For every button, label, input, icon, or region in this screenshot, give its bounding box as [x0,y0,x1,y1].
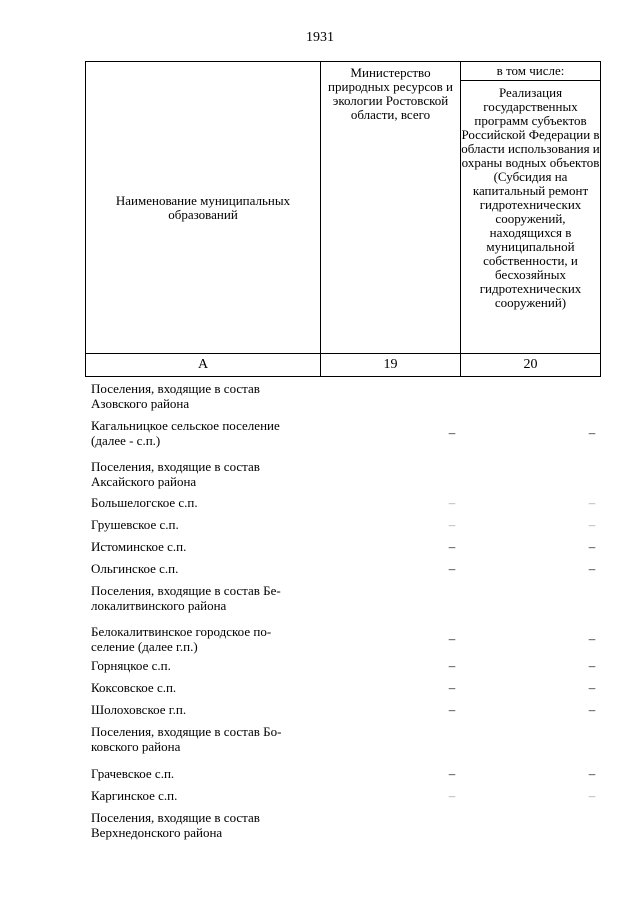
table-row [91,584,606,613]
value-col-19: – [448,517,456,532]
table-row [91,460,606,489]
table-row [91,496,606,511]
value-col-19: – [448,631,456,646]
row-name-line: Кагальницкое сельское поселение [91,418,280,433]
value-col-19: – [448,495,456,510]
value-col-19: – [448,561,456,576]
row-name-line: Большелогское с.п. [91,495,198,510]
table-row [91,725,606,754]
value-col-20: – [588,517,596,532]
value-col-20: – [588,539,596,554]
row-name-line: Каргинское с.п. [91,788,178,803]
row-name-line: Истоминское с.п. [91,539,187,554]
row-name [91,540,321,555]
value-col-19: – [448,702,456,717]
value-col-20: – [588,561,596,576]
column-header-total: Министерство природных ресурсов и экологии Ростовской области, всего [321,62,461,354]
row-name [91,382,321,411]
page-number: 1931 [306,30,334,45]
table-row [91,562,606,577]
row-name-line: ковского района [91,738,181,754]
row-name-line: селение (далее г.п.) [91,638,198,654]
table-row [91,382,606,411]
table-row [91,625,606,654]
row-name-line: Белокалитвинское городское по- [91,624,272,639]
table-row [91,681,606,696]
row-name-line: Поселения, входящие в состав [91,381,260,396]
value-col-19: – [448,425,456,440]
value-col-20: – [588,658,596,673]
value-col-20: – [588,631,596,646]
row-name-line: Коксовское с.п. [91,680,177,695]
table-row [91,789,606,804]
value-col-20: – [588,788,596,803]
row-name-line: Азовского района [91,395,190,411]
value-col-19: – [448,680,456,695]
row-name-line: локалитвинского района [91,597,227,613]
row-name-line: Поселения, входящие в состав [91,459,260,474]
row-name-line: Верхнедонского района [91,824,223,840]
row-name [91,681,321,696]
index-cell-20: 20 [461,354,601,377]
row-name [91,725,321,754]
value-col-20: – [588,425,596,440]
value-col-20: – [588,766,596,781]
value-col-20: – [588,702,596,717]
row-name [91,419,321,448]
index-cell-19: 19 [321,354,461,377]
table-row [91,518,606,533]
row-name-line: Поселения, входящие в состав [91,810,260,825]
row-name [91,789,321,804]
row-name-line: Грушевское с.п. [91,517,179,532]
index-cell-a: А [86,354,321,377]
table-row [91,659,606,674]
row-name-line: Поселения, входящие в состав Бе- [91,583,281,598]
row-name [91,518,321,533]
column-header-including: в том числе: [461,62,601,81]
table-row [91,767,606,782]
row-name [91,659,321,674]
row-name-line: Шолоховское г.п. [91,702,187,717]
value-col-19: – [448,788,456,803]
table-row [91,419,606,448]
row-name-line: Аксайского района [91,473,197,489]
row-name [91,460,321,489]
row-name [91,703,321,718]
row-name-line: (далее - с.п.) [91,432,161,448]
row-name-line: Грачевское с.п. [91,766,175,781]
value-col-19: – [448,539,456,554]
value-col-19: – [448,658,456,673]
row-name [91,496,321,511]
value-col-20: – [588,495,596,510]
row-name-line: Ольгинское с.п. [91,561,179,576]
row-name-line: Поселения, входящие в состав Бо- [91,724,282,739]
column-header-subsidy: Реализация государственных программ субъектов Российской Федерации в области использования и охраны водных объектов (Субсидия на капитальный ремонт гидротехнических сооружений, находящихся в муниципальной собственности, и бесхозяйных гидротехнических сооружений) [461,81,601,354]
row-name [91,584,321,613]
table-row [91,703,606,718]
row-name [91,625,321,654]
row-name [91,562,321,577]
table-row [91,811,606,840]
row-name [91,811,321,840]
value-col-20: – [588,680,596,695]
row-name [91,767,321,782]
row-name-line: Горняцкое с.п. [91,658,171,673]
table-row [91,540,606,555]
table-header [85,61,601,377]
value-col-19: – [448,766,456,781]
column-header-name: Наименование муниципальных образований [86,62,321,354]
